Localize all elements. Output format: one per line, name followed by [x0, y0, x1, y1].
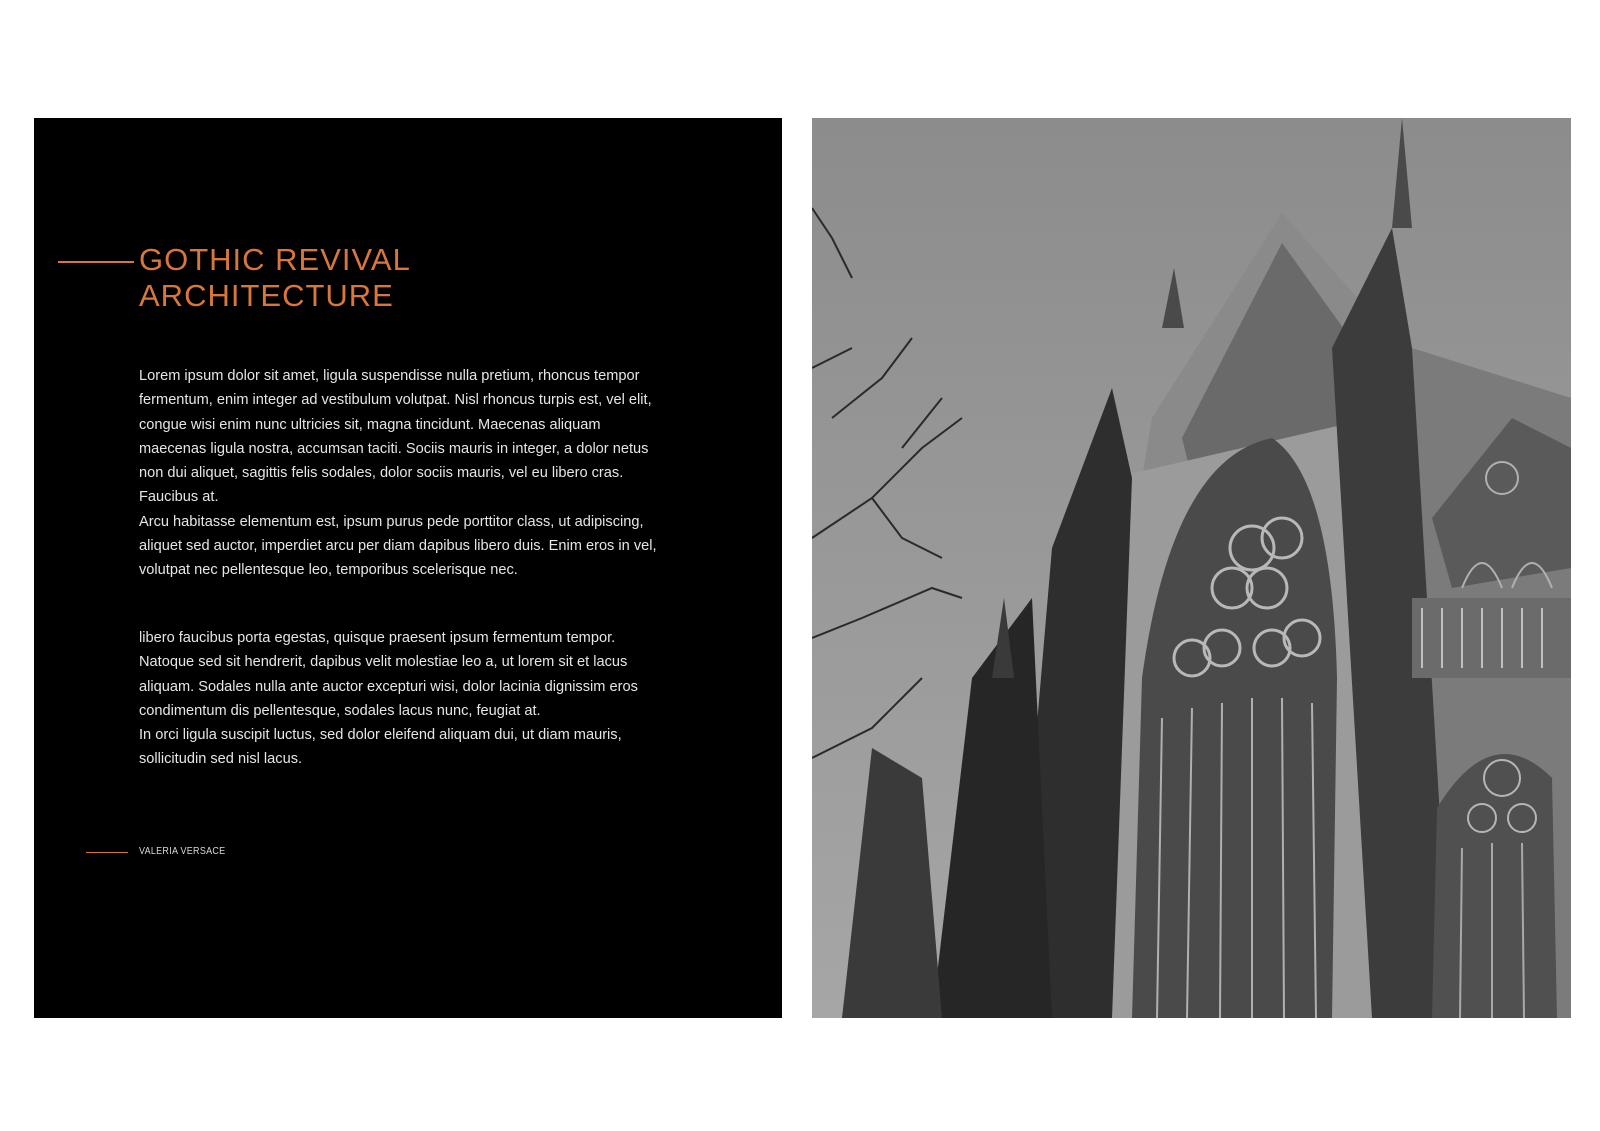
text-panel — [34, 118, 782, 1018]
title-accent-rule — [58, 261, 134, 263]
paragraph: In orci ligula suscipit luctus, sed dolor eleifend aliquam dui, ut diam mauris, sollicitudin sed nisl lacus. — [139, 727, 622, 768]
paragraph: Lorem ipsum dolor sit amet, ligula suspendisse nulla pretium, rhoncus tempor fermentum, enim integer ad vestibulum volutpat. Nisl rhoncus turpis est, vel elit, congue wisi enim nunc ultricies sit, magna tincidunt. Maecenas aliquam maecenas ligula nostra, accumsan taciti. Sociis mauris in integer, a dolor netus non dui aliquet, sagittis felis sodales, dolor sociis mauris, vel eu libero cras. Faucibus at. — [139, 368, 652, 506]
cathedral-photo — [812, 118, 1571, 1018]
body-block-1 — [139, 364, 669, 583]
author-accent-rule — [86, 852, 128, 853]
title-line-1: GOTHIC REVIVAL — [139, 242, 411, 277]
paragraph: libero faucibus porta egestas, quisque praesent ipsum fermentum tempor. Natoque sed sit hendrerit, dapibus velit molestiae leo a, ut lorem sit et lacus aliquam. Sodales nulla ante auctor excepturi wisi, dolor lacinia dignissim eros condimentum dis pellentesque, sodales lacus nunc, feugiat at. — [139, 630, 638, 719]
body-block-2 — [139, 626, 669, 772]
gothic-cathedral-icon — [812, 118, 1571, 1018]
author-name: VALERIA VERSACE — [139, 846, 226, 857]
title-line-2: ARCHITECTURE — [139, 278, 394, 313]
paragraph: Arcu habitasse elementum est, ipsum purus pede porttitor class, ut adipiscing, aliquet sed auctor, imperdiet arcu per diam dapibus libero duis. Enim eros in vel, volutpat nec pellentesque leo, temporibus scelerisque nec. — [139, 513, 657, 579]
page-title — [139, 242, 411, 314]
